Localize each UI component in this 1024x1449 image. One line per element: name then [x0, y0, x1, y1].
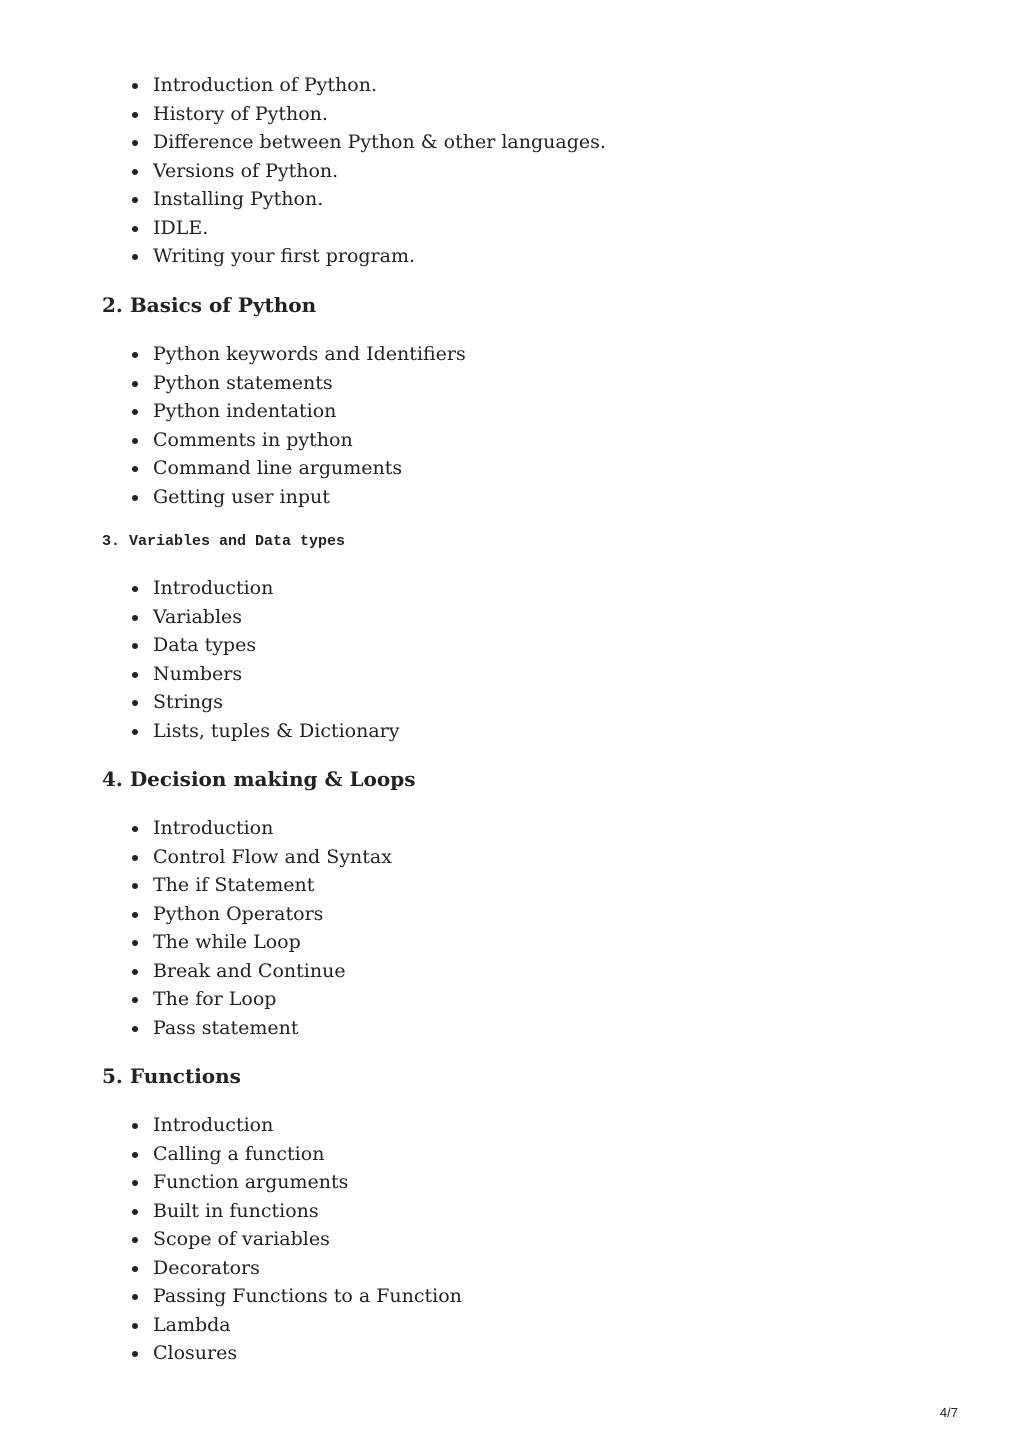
- list-item: Comments in python: [130, 426, 930, 455]
- list-item: Python statements: [130, 369, 930, 398]
- list-item: Introduction of Python.: [130, 71, 930, 100]
- list-item: Closures: [130, 1339, 930, 1368]
- functions-topic-list: [130, 1111, 930, 1368]
- intro-topic-list: [130, 71, 930, 271]
- list-item: History of Python.: [130, 100, 930, 129]
- list-item: Passing Functions to a Function: [130, 1282, 930, 1311]
- list-item: Difference between Python & other languages.: [130, 128, 930, 157]
- list-item: Strings: [130, 688, 930, 717]
- list-item: Introduction: [130, 814, 930, 843]
- section-heading-basics: 2. Basics of Python: [102, 293, 317, 317]
- list-item: Variables: [130, 603, 930, 632]
- section-heading-functions: 5. Functions: [102, 1064, 241, 1088]
- list-item: Introduction: [130, 1111, 930, 1140]
- list-item: The while Loop: [130, 928, 930, 957]
- list-item: The for Loop: [130, 985, 930, 1014]
- list-item: Numbers: [130, 660, 930, 689]
- list-item: Introduction: [130, 574, 930, 603]
- list-item: Built in functions: [130, 1197, 930, 1226]
- variables-topic-list: [130, 574, 930, 745]
- section-heading-variables: 3. Variables and Data types: [102, 533, 346, 550]
- list-item: Break and Continue: [130, 957, 930, 986]
- list-item: Getting user input: [130, 483, 930, 512]
- list-item: Command line arguments: [130, 454, 930, 483]
- list-item: Function arguments: [130, 1168, 930, 1197]
- list-item: Versions of Python.: [130, 157, 930, 186]
- list-item: Lists, tuples & Dictionary: [130, 717, 930, 746]
- list-item: Python Operators: [130, 900, 930, 929]
- list-item: Lambda: [130, 1311, 930, 1340]
- list-item: Decorators: [130, 1254, 930, 1283]
- list-item: The if Statement: [130, 871, 930, 900]
- list-item: IDLE.: [130, 214, 930, 243]
- decision-making-topic-list: [130, 814, 930, 1042]
- list-item: Python indentation: [130, 397, 930, 426]
- list-item: Installing Python.: [130, 185, 930, 214]
- page-number: 4/7: [939, 1405, 958, 1420]
- list-item: Python keywords and Identifiers: [130, 340, 930, 369]
- list-item: Writing your first program.: [130, 242, 930, 271]
- list-item: Control Flow and Syntax: [130, 843, 930, 872]
- list-item: Scope of variables: [130, 1225, 930, 1254]
- basics-topic-list: [130, 340, 930, 511]
- list-item: Pass statement: [130, 1014, 930, 1043]
- section-heading-decision-making: 4. Decision making & Loops: [102, 767, 416, 791]
- list-item: Data types: [130, 631, 930, 660]
- list-item: Calling a function: [130, 1140, 930, 1169]
